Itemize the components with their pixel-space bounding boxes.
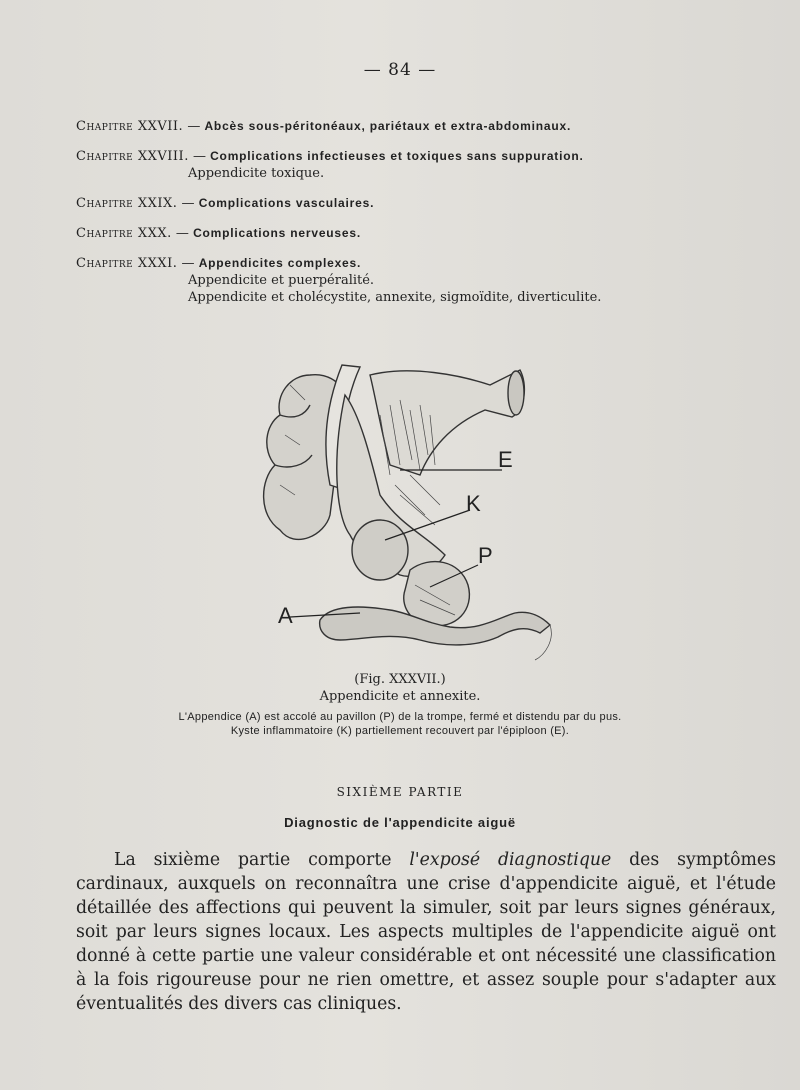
figure-label-a: A <box>278 603 293 628</box>
figure-label-p: P <box>478 543 493 568</box>
figure-label-k: K <box>466 491 481 516</box>
chapter-title: Abcès sous-péritonéaux, pariétaux et extra-abdominaux. <box>204 119 572 133</box>
figure-label-e: E <box>498 447 513 472</box>
toc-entry: Chapitre XXVIII. — Complications infectieuses et toxiques sans suppuration. Appendicite toxique. <box>76 148 736 182</box>
chapter-title: Complications infectieuses et toxiques sans suppuration. <box>210 149 584 163</box>
figure-title: Appendicite et annexite. <box>319 689 481 704</box>
appendix-drawing <box>250 355 570 675</box>
paragraph-text-start: La sixième partie comporte <box>114 850 410 870</box>
paragraph-emphasis: l'exposé diagnostique <box>409 850 612 870</box>
figure-number: (Fig. XXXVII.) <box>354 672 446 687</box>
figure-legend-line-2: Kyste inflammatoire (K) partiellement recouvert par l'épiploon (E). <box>230 725 570 737</box>
chapter-number: Chapitre XXXI. <box>76 256 178 271</box>
toc-entry: Chapitre XXVII. — Abcès sous-péritonéaux, pariétaux et extra-abdominaux. <box>76 119 572 134</box>
chapter-number: Chapitre XXIX. <box>76 196 178 211</box>
toc-entry: Chapitre XXIX. — Complications vasculaires. <box>76 196 375 211</box>
chapter-subitem: Appendicite et puerpéralité. <box>188 273 375 288</box>
toc-entry: Chapitre XXXI. — Appendicites complexes. Appendicite et puerpéralité. Appendicite et cholécystite, annexite, sigmoïdite, diverticulite. <box>76 255 736 306</box>
chapter-number: Chapitre XXVIII. <box>76 149 189 164</box>
part-heading: SIXIÈME PARTIE <box>336 785 464 799</box>
chapter-title: Appendicites complexes. <box>198 256 362 270</box>
chapter-number: Chapitre XXVII. <box>76 119 184 134</box>
table-of-contents <box>76 118 736 319</box>
body-paragraph <box>76 848 776 1016</box>
figure-legend-line-1: L'Appendice (A) est accolé au pavillon (P) de la trompe, fermé et distendu par du pus. <box>178 711 622 723</box>
chapter-subitem: Appendicite et cholécystite, annexite, sigmoïdite, diverticulite. <box>188 290 602 305</box>
chapter-title: Complications vasculaires. <box>198 196 375 210</box>
chapter-title: Complications nerveuses. <box>193 226 361 240</box>
section-title: Diagnostic de l'appendicite aiguë <box>284 815 516 830</box>
chapter-number: Chapitre XXX. <box>76 226 172 241</box>
toc-entry: Chapitre XXX. — Complications nerveuses. <box>76 226 361 241</box>
page-number: — 84 — <box>363 60 437 80</box>
chapter-subitem: Appendicite toxique. <box>188 166 325 181</box>
anatomical-illustration <box>250 355 570 675</box>
paragraph-text-rest: des symptômes cardinaux, auxquels on reconnaîtra une crise d'appendicite aiguë, et l'étude détaillée des affections qui peuvent la simuler, soit par leurs signes généraux, soit par leurs signes locaux. Les aspects multiples de l'appendicite aiguë ont donné à cette partie une valeur considérable et ont nécessité une classification à la fois rigoureuse pour ne rien omettre, et assez souple pour s'adapter aux éventualités des divers cas cliniques. <box>76 850 776 1014</box>
